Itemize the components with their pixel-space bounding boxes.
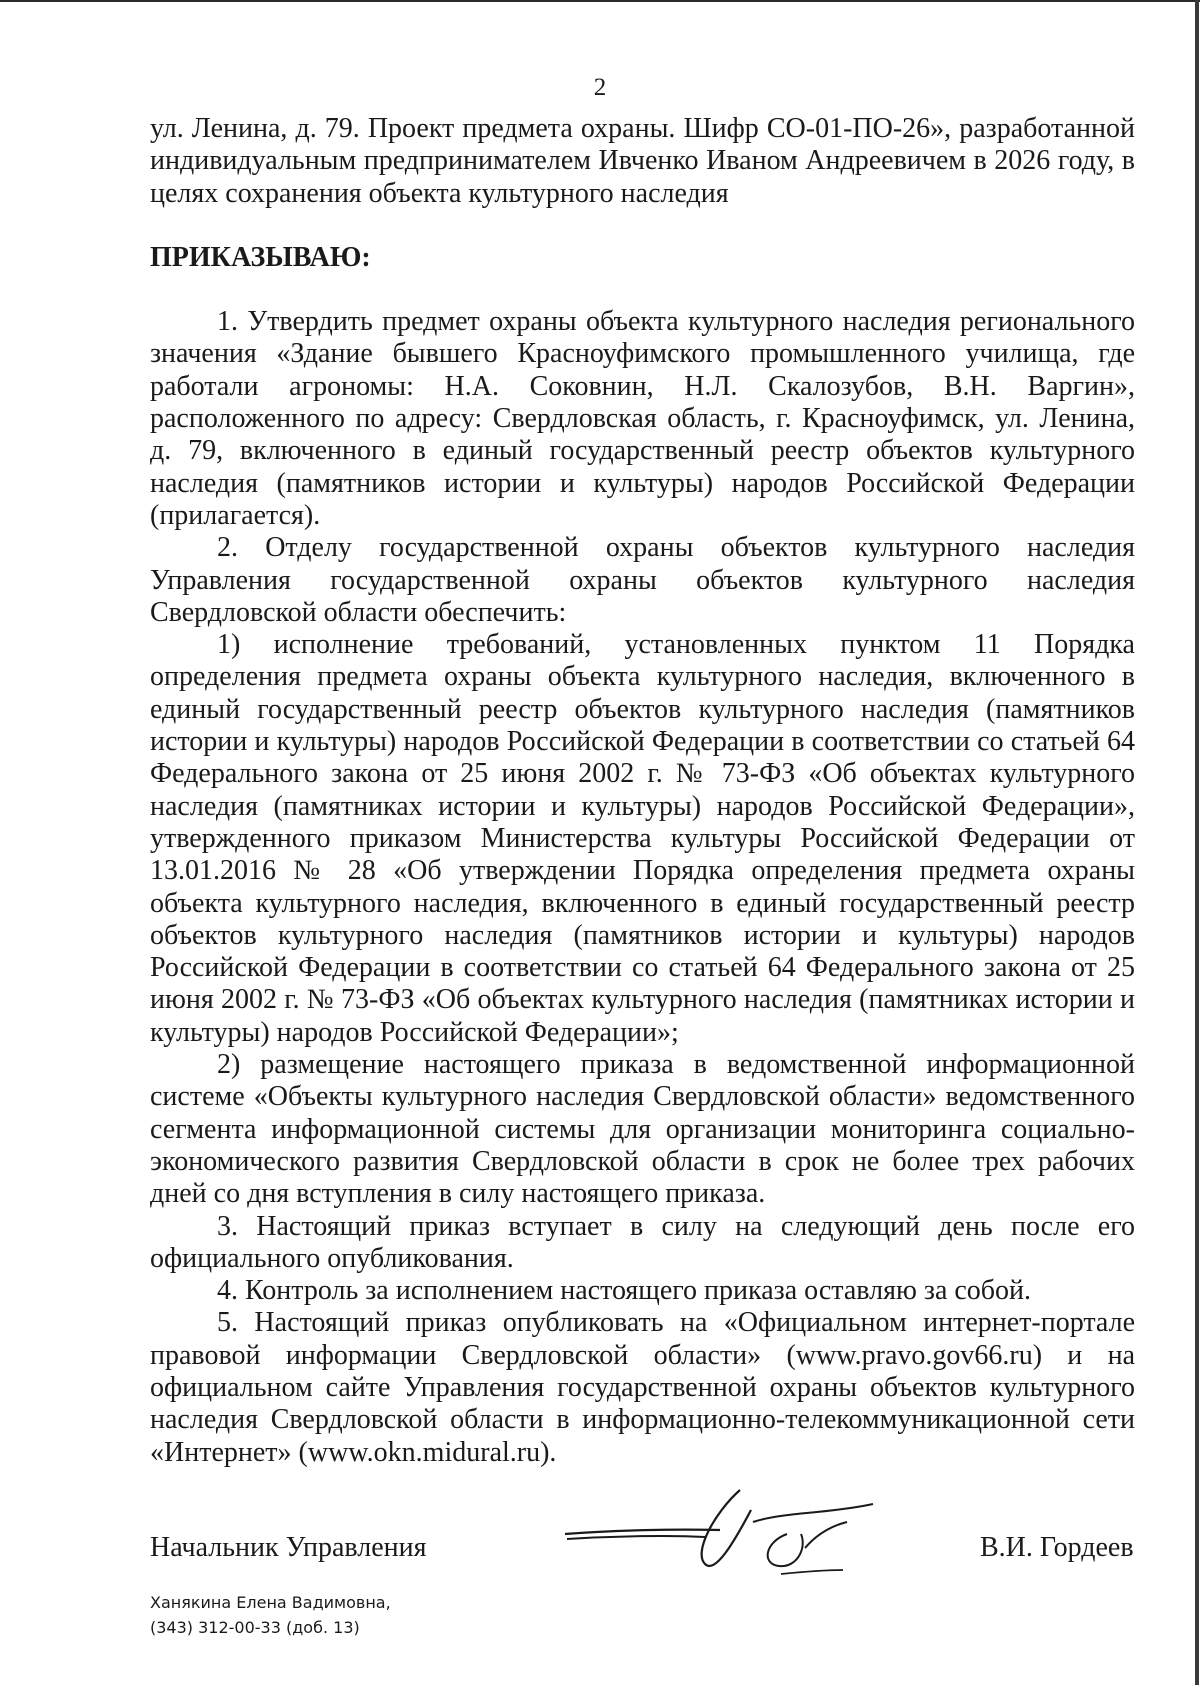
executor-name: Ханякина Елена Вадимовна, xyxy=(150,1593,391,1612)
order-heading: ПРИКАЗЫВАЮ: xyxy=(150,241,371,273)
document-body xyxy=(150,113,1135,1469)
scan-top-edge xyxy=(0,0,1200,2)
item-5: 5. Настоящий приказ опубликовать на «Официальном интернет-портале правовой информации Свердловской области» (www.pravo.gov66.ru) и на официальном сайте Управления государственной охраны объектов культурного наследия Свердловской области в информационно-телекоммуникационной сети «Интернет» (www.okn.midural.ru). xyxy=(150,1307,1135,1468)
signatory-name: В.И. Гордеев xyxy=(980,1532,1134,1563)
intro-paragraph: ул. Ленина, д. 79. Проект предмета охраны. Шифр СО-01-ПО-26», разработанной индивидуальным предпринимателем Ивченко Иваном Андреевичем в 2026 году, в целях сохранения объекта культурного наследия xyxy=(150,113,1135,209)
item-2: 2. Отделу государственной охраны объектов культурного наследия Управления государственной охраны объектов культурного наследия Свердловской области обеспечить: xyxy=(150,532,1135,628)
item-2-1: 1) исполнение требований, установленных пунктом 11 Порядка определения предмета охраны объекта культурного наследия, включенного в единый государственный реестр объектов культурного наследия (памятников истории и культуры) народов Российской Федерации в соответствии со статьей 64 Федерального закона от 25 июня 2002 г. № 73-ФЗ «Об объектах культурного наследия (памятниках истории и культуры) народов Российской Федерации», утвержденного приказом Министерства культуры Российской Федерации от 13.01.2016 № 28 «Об утверждении Порядка определения предмета охраны объекта культурного наследия, включенного в единый государственный реестр объектов культурного наследия (памятников истории и культуры) народов Российской Федерации в соответствии со статьей 64 Федерального закона от 25 июня 2002 г. № 73-ФЗ «Об объектах культурного наследия (памятниках истории и культуры) народов Российской Федерации»; xyxy=(150,629,1135,1048)
page-number: 2 xyxy=(593,74,607,101)
signatory-position: Начальник Управления xyxy=(150,1532,427,1563)
item-2-2: 2) размещение настоящего приказа в ведомственной информационной системе «Объекты культурного наследия Свердловской области» ведомственного сегмента информационной системы для организации мониторинга социально-экономического развития Свердловской области в срок не более трех рабочих дней со дня вступления в силу настоящего приказа. xyxy=(150,1049,1135,1210)
executor-info xyxy=(150,1590,391,1640)
item-3: 3. Настоящий приказ вступает в силу на следующий день после его официального опубликования. xyxy=(150,1210,1135,1274)
item-1: 1. Утвердить предмет охраны объекта культурного наследия регионального значения «Здание бывшего Красноуфимского промышленного училища, где работали агрономы: Н.А. Соковнин, Н.Л. Скалозубов, В.Н. Варгин», расположенного по адресу: Свердловская область, г. Красноуфимск, ул. Ленина, д. 79, включенного в единый государственный реестр объектов культурного наследия (памятников истории и культуры) народов Российской Федерации (прилагается). xyxy=(150,306,1135,531)
scan-right-edge xyxy=(1195,0,1199,1685)
item-4: 4. Контроль за исполнением настоящего приказа оставляю за собой. xyxy=(217,1275,1032,1307)
handwritten-signature xyxy=(555,1482,900,1590)
executor-phone: (343) 312-00-33 (доб. 13) xyxy=(150,1618,360,1637)
